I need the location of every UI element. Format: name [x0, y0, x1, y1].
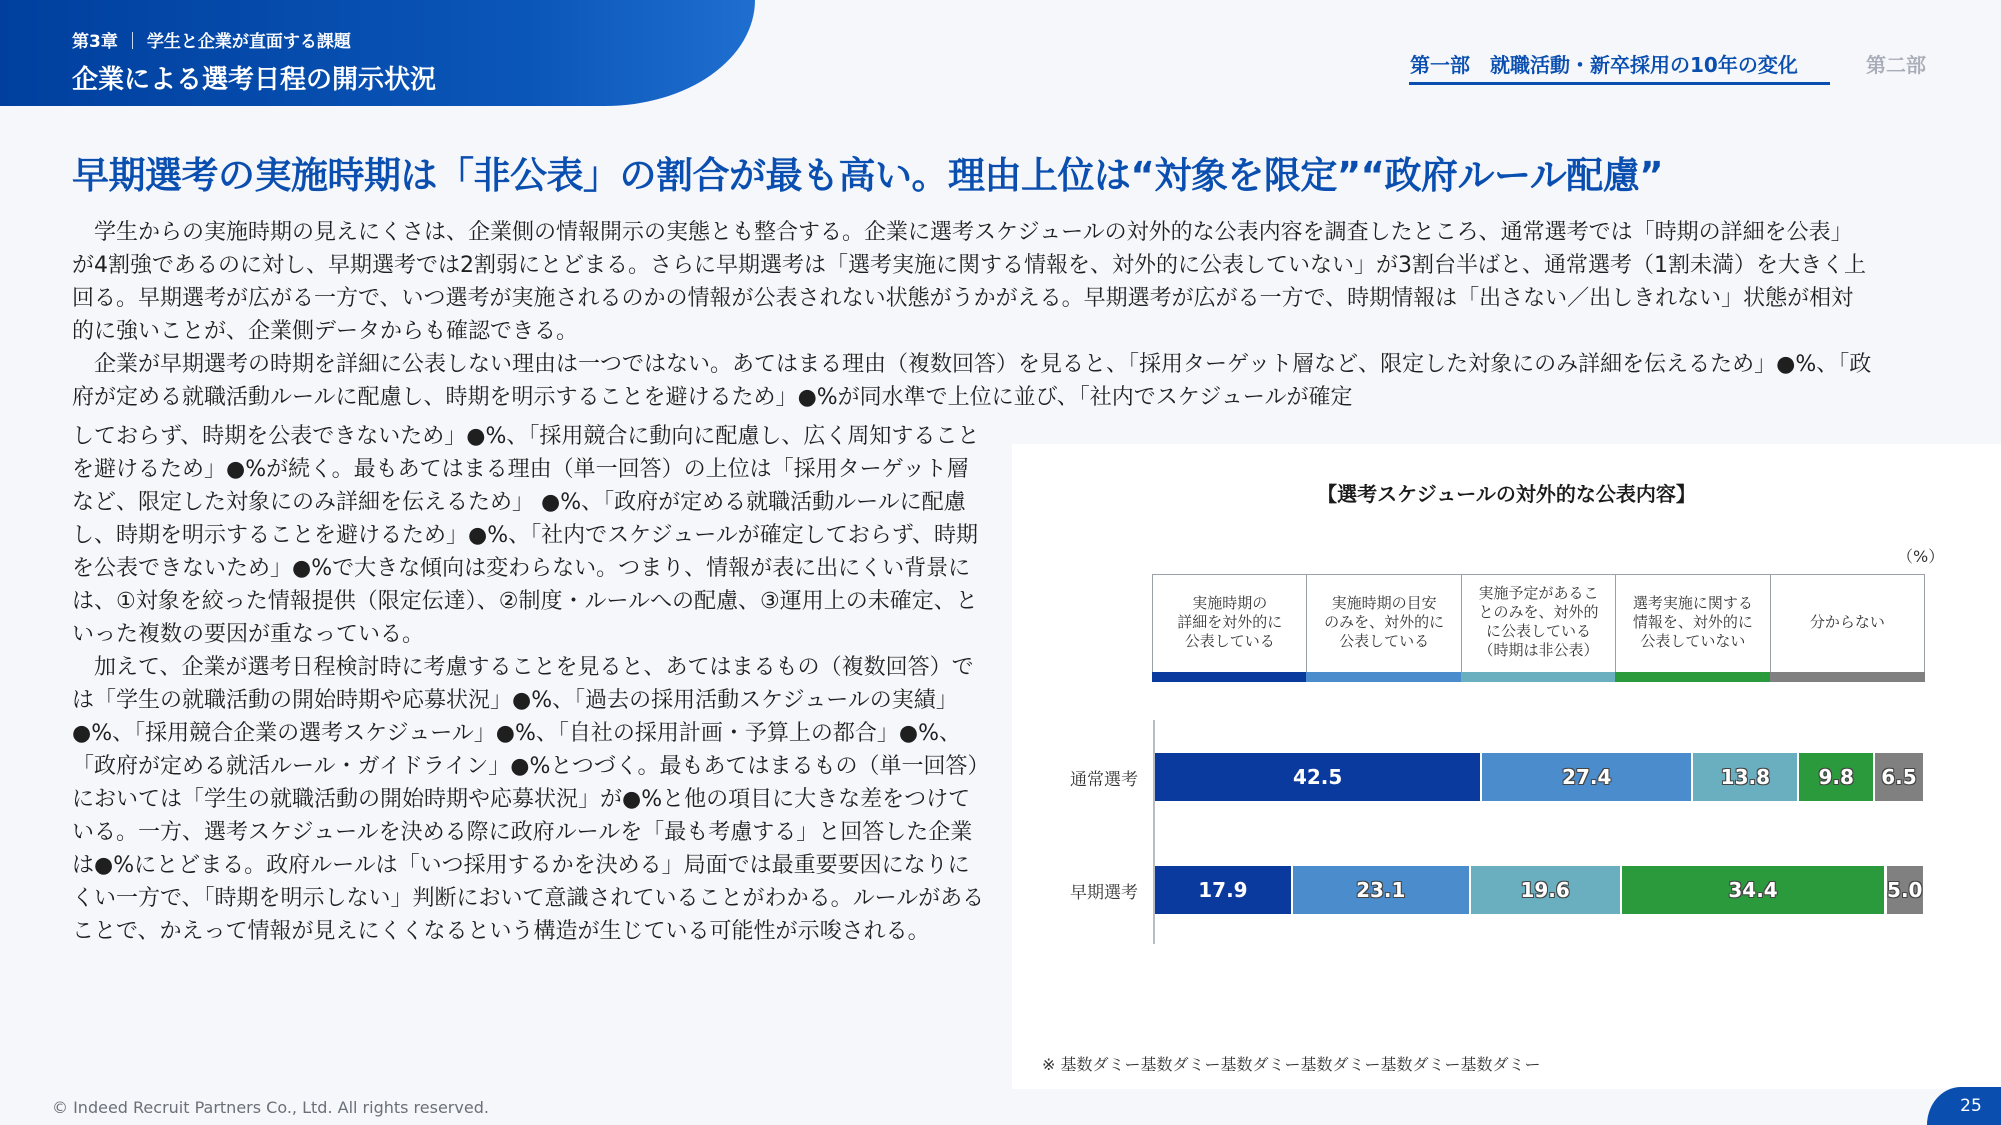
legend-item-1 — [1153, 575, 1307, 681]
copyright: © Indeed Recruit Partners Co., Ltd. All rights reserved. — [52, 1098, 489, 1117]
chapter-number: 第3章 — [72, 32, 118, 52]
bar-row2-series5 — [1887, 866, 1924, 914]
bar-label-row2-series4: 34.4 — [1728, 878, 1778, 902]
body-paragraph-3: 加えて、企業が選考日程検討時に考慮することを見ると、あてはまるもの（複数回答）では「学生の就職活動の開始時期や応募状況」●%、「過去の採用活動スケジュールの実績」●%、「採用競合企業の選考スケジュール」●%、「自社の採用計画・予算上の都合」●%、「政府が定める就活ルール・ガイドライン」●%とつづく。最もあてはまるもの（単一回答）においては「学生の就職活動の開始時期や応募状況」が●%と他の項目に大きな差をつけている。一方、選考スケジュールを決める際に政府ルールを「最も考慮する」と回答した企業は●%にとどまる。政府ルールは「いつ採用するかを決める」局面では最重要要因になりにくい一方で、「時期を明示しない」判断において意識されていることがわかる。ルールがあることで、かえって情報が見えにくくなるという構造が生じている可能性が示唆される。 — [72, 655, 985, 944]
chart-note: ※ 基数ダミー基数ダミー基数ダミー基数ダミー基数ダミー基数ダミー — [1042, 1055, 1541, 1074]
bar-row2-series3 — [1471, 866, 1620, 914]
bar-label-row1-series1: 42.5 — [1292, 765, 1343, 789]
bar-row2-series4 — [1622, 866, 1885, 914]
chart-title: 【選考スケジュールの対外的な公表内容】 — [1317, 482, 1696, 506]
legend-label-1: 実施時期の 詳細を対外的に 公表している — [1177, 593, 1283, 650]
legend-swatch-2 — [1306, 672, 1461, 682]
page-number: 25 — [1927, 1087, 2001, 1125]
legend-label-2: 実施時期の目安 のみを、対外的に 公表している — [1324, 593, 1445, 650]
nav-tab-part2[interactable]: 第二部 — [1866, 53, 1926, 77]
section-title: 企業による選考日程の開示状況 — [72, 65, 437, 95]
nav-tab-part1[interactable]: 第一部 就職活動・新卒採用の10年の変化 — [1410, 53, 1798, 77]
bar-row1-series4 — [1799, 753, 1872, 801]
body-text-left — [72, 420, 988, 948]
chart-legend — [1152, 574, 1925, 682]
body-paragraph-2-rest: しておらず、時期を公表できないため」●%、「採用競合に動向に配慮し、広く周知することを避けるため」●%が続く。最もあてはまる理由（単一回答）の上位は「採用ターゲット層など、限定した対象にのみ詳細を伝えるため」 ●%、「政府が定める就職活動ルールに配慮し、時期を明示することを避けるため」●%、「社内でスケジュールが確定しておらず、時期を公表できないため」●%で大きな傾向は変わらない。つまり、情報が表に出にくい背景には、①対象を絞った情報提供（限定伝達）、②制度・ルールへの配慮、③運用上の未確定、といった複数の要因が重なっている。 — [72, 424, 980, 647]
body-paragraph-1: 学生からの実施時期の見えにくさは、企業側の情報開示の実態とも整合する。企業に選考スケジュールの対外的な公表内容を調査したところ、通常選考では「時期の詳細を公表」が4割強であるのに対し、早期選考では2割弱にとどまる。さらに早期選考は「選考実施に関する情報を、対外的に公表していない」が3割台半ばと、通常選考（1割未満）を大きく上回る。早期選考が広がる一方で、いつ選考が実施されるのかの情報が公表されない状態がうかがえる。早期選考が広がる一方で、時期情報は「出さない／出しきれない」状態が相対的に強いことが、企業側データからも確認できる。 — [72, 220, 1866, 344]
chart-unit: （%） — [1897, 547, 1945, 566]
chapter-separator — [132, 32, 133, 49]
chapter-label — [72, 27, 351, 52]
row-label-1: 通常選考 — [1070, 770, 1138, 790]
bar-row1-series5 — [1875, 753, 1923, 801]
legend-item-3 — [1462, 575, 1616, 681]
bar-label-row2-series1: 17.9 — [1198, 878, 1248, 902]
bar-row1-series1 — [1155, 753, 1480, 801]
bar-row2-series2 — [1293, 866, 1469, 914]
legend-label-3: 実施予定があるこ とのみを、対外的 に公表している （時期は非公表） — [1478, 584, 1599, 659]
page-headline: 早期選考の実施時期は「非公表」の割合が最も高い。理由上位は“対象を限定”“政府ルール配慮” — [72, 154, 1664, 197]
legend-swatch-4 — [1615, 672, 1770, 682]
bar-label-row2-series3: 19.6 — [1520, 878, 1570, 902]
legend-item-2 — [1307, 575, 1461, 681]
bar-row1-series2 — [1482, 753, 1691, 801]
legend-item-4 — [1616, 575, 1770, 681]
chart-panel — [1012, 444, 2001, 1089]
bar-label-row1-series5: 6.5 — [1881, 765, 1917, 789]
body-text-top — [72, 216, 1872, 414]
legend-item-5 — [1771, 575, 1925, 681]
nav-active-underline — [1409, 82, 1830, 85]
chapter-subtitle: 学生と企業が直面する課題 — [146, 32, 351, 52]
legend-swatch-3 — [1461, 672, 1616, 682]
bar-label-row1-series3: 13.8 — [1720, 765, 1771, 789]
bar-row1-series3 — [1693, 753, 1797, 801]
legend-label-5: 分からない — [1809, 612, 1885, 631]
row-label-2: 早期選考 — [1070, 883, 1138, 903]
legend-swatch-5 — [1770, 672, 1925, 682]
bar-label-row2-series5: 5.0 — [1887, 878, 1923, 902]
bar-label-row2-series2: 23.1 — [1356, 878, 1406, 902]
bar-label-row1-series2: 27.4 — [1562, 765, 1612, 789]
bar-row2-series1 — [1155, 866, 1291, 914]
legend-swatch-1 — [1152, 672, 1307, 682]
body-paragraph-2-top: 企業が早期選考の時期を詳細に公表しない理由は一つではない。あてはまる理由（複数回答）を見ると、「採用ターゲット層など、限定した対象にのみ詳細を伝えるため」●%、「政府が定める就職活動ルールに配慮し、時期を明示することを避けるため」●%が同水準で上位に並び、「社内でスケジュールが確定 — [72, 352, 1872, 410]
legend-label-4: 選考実施に関する 情報を、対外的に 公表していない — [1632, 593, 1753, 650]
bar-label-row1-series4: 9.8 — [1818, 765, 1854, 789]
